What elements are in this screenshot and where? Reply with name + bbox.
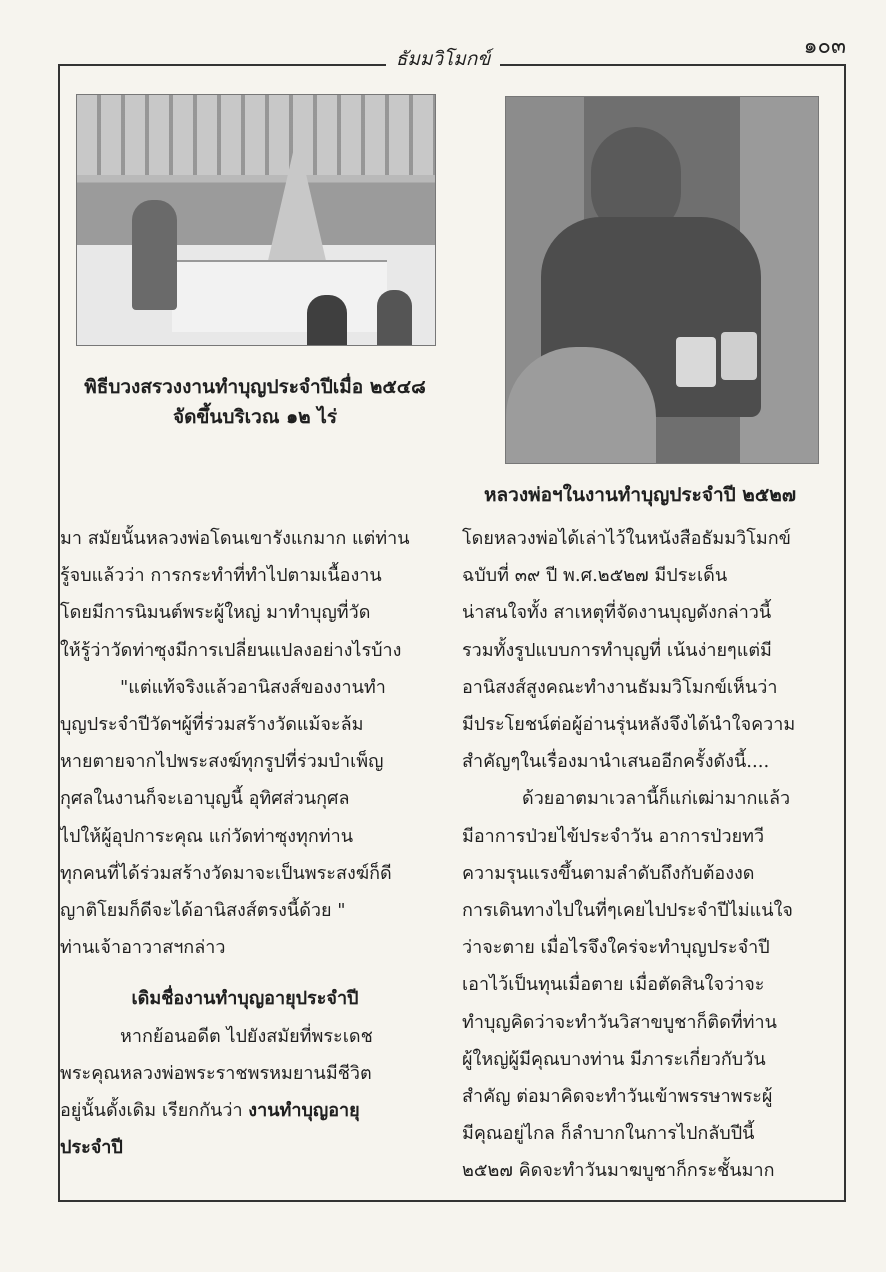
text-line: โดยหลวงพ่อได้เล่าไว้ในหนังสือธัมมวิโมกข์ [462,528,791,549]
text-line: มีอาการป่วยไข้ประจำวัน อาการป่วยทวี [462,825,765,847]
text-line: ๒๕๒๗ คิดจะทำวันมาฆบูชาก็กระชั้นมาก [462,1160,775,1182]
text-line: มีคุณอยู่ไกล ก็ลำบากในการไปกลับปีนี้ [462,1123,755,1145]
journal-header [0,44,886,74]
text-line: พระคุณหลวงพ่อพระราชพรหมยานมีชีวิต [60,1062,372,1084]
attendee-figure [307,295,347,345]
glass-cup [676,337,716,387]
text-line: ทำบุญคิดว่าจะทำวันวิสาขบูชาก็ติดที่ท่าน [462,1011,777,1033]
text-fragment: อยู่นั้นดั้งเดิม เรียกกันว่า [60,1100,243,1122]
attendee-figure [377,290,412,345]
text-line: ความรุนแรงขึ้นตามลำดับถึงกับต้องงด [462,862,755,884]
text-line: หากย้อนอดีต ไปยังสมัยที่พระเดช [120,1025,373,1047]
section-heading: เดิมชื่องานทำบุญอายุประจำปี [131,988,359,1010]
text-line: ผู้ใหญ่ผู้มีคุณบางท่าน มีภาระเกี่ยวกับวัน [462,1048,766,1070]
text-line: รวมทั้งรูปแบบการทำบุญที่ เน้นง่ายๆแต่มี [462,639,772,661]
text-line: ให้รู้ว่าวัดท่าซุงมีการเปลี่ยนแปลงอย่างไรบ้าง [60,639,402,661]
offering-table [172,260,387,332]
text-line: ไปให้ผู้อุปการะคุณ แก่วัดท่าซุงทุกท่าน [60,825,354,847]
text-line: น่าสนใจทั้ง สาเหตุที่จัดงานบุญดังกล่าวนี้ [462,602,772,624]
right-photo-caption: หลวงพ่อฯในงานทำบุญประจำปี ๒๕๒๗ [483,484,797,506]
spacer [60,966,430,980]
text-line: กุศลในงานก็จะเอาบุญนี้ อุทิศส่วนกุศล [60,788,350,810]
text-line-with-term [60,1092,430,1129]
text-line: ว่าจะตาย เมื่อไรจึงใคร่จะทำบุญประจำปี [462,937,770,959]
text-line: บุญประจำปีวัดฯผู้ที่ร่วมสร้างวัดแม้จะล้ม [60,714,364,736]
text-line: มา สมัยนั้นหลวงพ่อโดนเขารังแกมาก แต่ท่าน [60,528,410,549]
left-photo-caption: พิธีบวงสรวงงานทำบุญประจำปีเมื่อ ๒๕๔๘ จัดขึ้นบริเวณ ๑๒ ไร่ [84,376,426,428]
text-line: สำคัญๆในเรื่องมานำเสนออีกครั้งดังนี้.... [462,751,770,773]
text-line: "แต่แท้จริงแล้วอานิสงส์ของงานทำ [120,676,386,698]
text-line: สำคัญ ต่อมาคิดจะทำวันเข้าพรรษาพระผู้ [462,1086,773,1108]
ceremony-photo [76,94,436,346]
monk-portrait-photo [505,96,819,464]
monk-figure [132,200,177,310]
text-line: รู้จบแล้วว่า การกระทำที่ทำไปตามเนื้องาน [60,565,382,587]
left-text-column [60,520,430,1166]
text-line: เอาไว้เป็นทุนเมื่อตาย เมื่อตัดสินใจว่าจะ [462,974,765,996]
text-line: อานิสงส์สูงคณะทำงานธัมมวิโมกข์เห็นว่า [462,676,778,698]
text-line: ญาติโยมก็ดีจะได้อานิสงส์ตรงนี้ด้วย " [60,900,346,922]
glass-cup [721,332,757,380]
text-line: การเดินทางไปในที่ๆเคยไปประจำปีไม่แน่ใจ [462,900,793,922]
journal-title: ธัมมวิโมกข์ [386,48,501,70]
text-line: ทุกคนที่ได้ร่วมสร้างวัดมาจะเป็นพระสงฆ์ก็ดี [60,862,392,884]
text-line: ฉบับที่ ๓๙ ปี พ.ศ.๒๕๒๗ มีประเด็น [462,565,728,587]
bold-term-continued: ประจำปี [60,1137,123,1159]
page-number: ๑๐๓ [803,34,846,59]
text-line: หายตายจากไปพระสงฆ์ทุกรูปที่ร่วมบำเพ็ญ [60,751,384,773]
text-line: มีประโยชน์ต่อผู้อ่านรุ่นหลังจึงได้นำใจความ [462,714,796,736]
bold-term: งานทำบุญอายุ [248,1100,360,1122]
temple-wall [77,95,435,175]
right-text-column [462,520,832,1190]
text-line: ท่านเจ้าอาวาสฯกล่าว [60,937,226,959]
text-line: โดยมีการนิมนต์พระผู้ใหญ่ มาทำบุญที่วัด [60,602,371,624]
text-line: ด้วยอาตมาเวลานี้ก็แก่เฒ่ามากแล้ว [522,788,791,810]
